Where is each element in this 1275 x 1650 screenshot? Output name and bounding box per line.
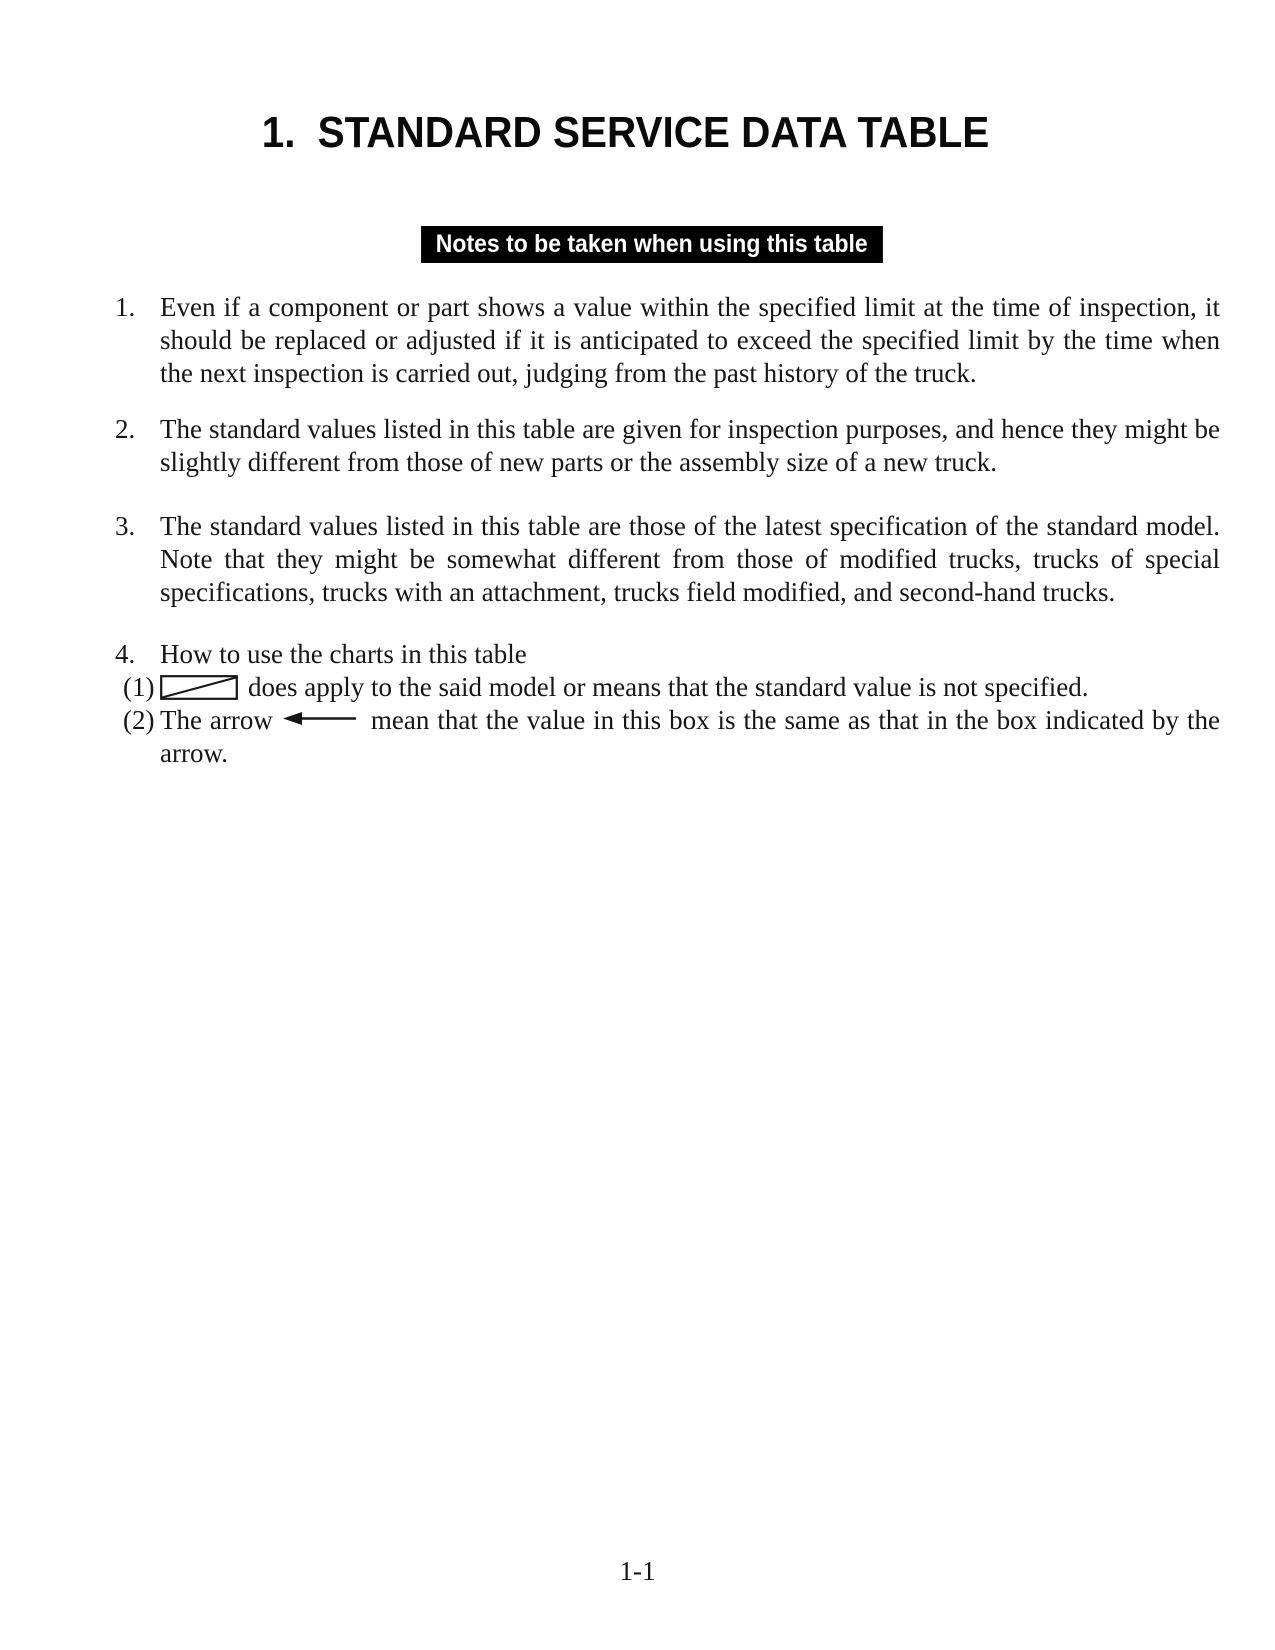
note-item-2 <box>115 413 1220 479</box>
sub-note-text: does apply to the said model or means that the standard value is not specified. <box>248 672 1089 702</box>
sub-note-item-2 <box>123 704 1220 770</box>
note-number: 3. <box>115 511 136 541</box>
sub-note-item-1 <box>123 671 1220 704</box>
note-item-3 <box>115 510 1220 609</box>
page-title <box>39 110 1212 156</box>
note-number: 1. <box>115 292 136 322</box>
notes-banner: Notes to be taken when using this table <box>421 226 882 263</box>
banner-row <box>0 226 1275 263</box>
section-title-text: STANDARD SERVICE DATA TABLE <box>317 108 990 157</box>
sub-note-text-before: The arrow <box>160 705 273 735</box>
left-arrow-icon <box>283 711 357 726</box>
sub-note-text-after: mean that the value in this box is the same as that in the box indicated by the arrow. <box>160 705 1220 768</box>
note-item-4 <box>115 638 1220 671</box>
sub-note-number: (2) <box>123 705 155 735</box>
note-item-1 <box>115 291 1220 390</box>
note-number: 4. <box>115 639 136 669</box>
note-text: The standard values listed in this table are those of the latest specification of the standard model. Note that they might be somewhat different from those of modified trucks, trucks of special specifications, trucks with an attachment, trucks field modified, and second-hand trucks. <box>160 511 1220 607</box>
page-number: 1-1 <box>619 1556 656 1586</box>
note-text: How to use the charts in this table <box>160 639 527 669</box>
note-text: The standard values listed in this table are given for inspection purposes, and hence they might be slightly different from those of new parts or the assembly size of a new truck. <box>160 414 1220 477</box>
section-number: 1. <box>261 108 296 157</box>
notes-list <box>115 291 1220 770</box>
note-number: 2. <box>115 414 136 444</box>
crossed-box-icon <box>160 675 238 700</box>
sub-note-number: (1) <box>123 672 155 702</box>
note-text: Even if a component or part shows a value within the specified limit at the time of inspection, it should be replaced or adjusted if it is anticipated to exceed the specified limit by the time when the next inspection is carried out, judging from the past history of the truck. <box>160 292 1220 388</box>
